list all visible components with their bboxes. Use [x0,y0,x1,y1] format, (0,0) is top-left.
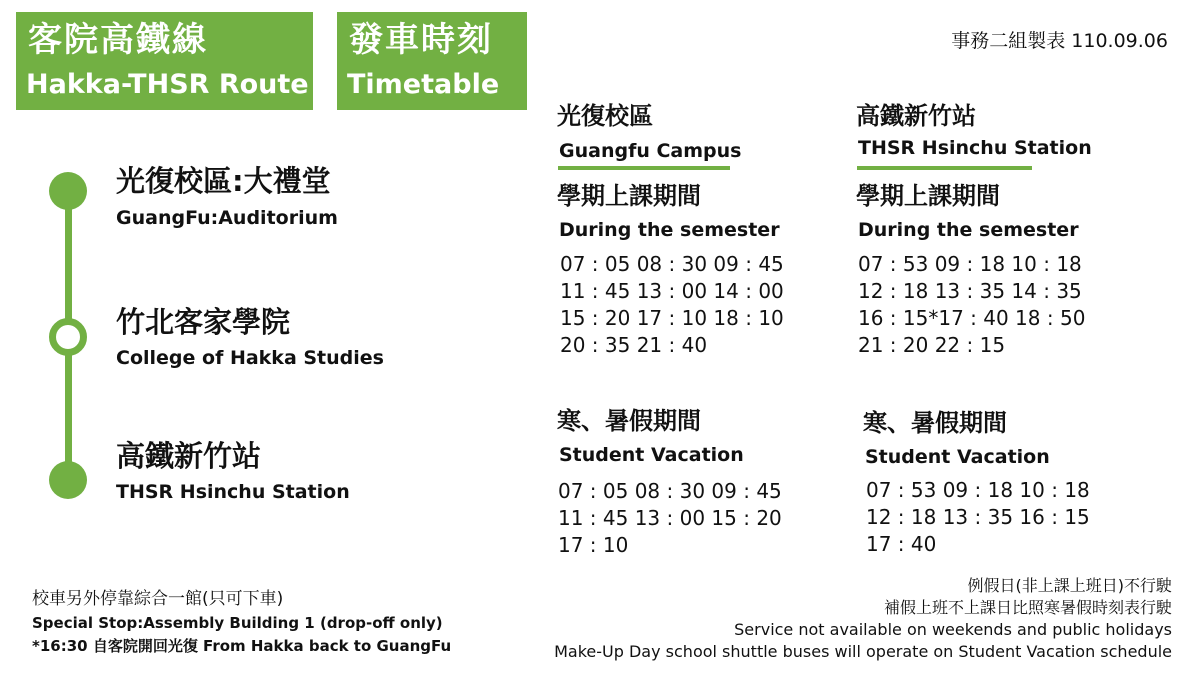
time-row: 20 : 35 21 : 40 [560,333,708,357]
column-title-zh: 高鐵新竹站 [856,102,976,130]
vacation-times [558,478,782,559]
time-row: 15 : 20 17 : 10 18 : 10 [560,306,784,330]
maker-note: 事務二組製表 110.09.06 [951,30,1168,52]
semester-times [858,251,1085,359]
time-row: 21 : 20 22 : 15 [858,333,1006,357]
column-title-en: THSR Hsinchu Station [858,137,1092,159]
route-title-box [16,12,313,110]
stop-name-en: College of Hakka Studies [116,347,384,369]
time-row: 07 : 53 09 : 18 10 : 18 [858,252,1082,276]
semester-heading-en: During the semester [858,219,1079,241]
semester-times [560,251,784,359]
semester-heading-zh: 學期上課期間 [856,182,1000,210]
time-row: 17 : 40 [866,532,937,556]
time-row: 17 : 10 [558,533,629,557]
vacation-heading-zh: 寒、暑假期間 [863,409,1007,437]
return-trip-note: *16:30 自客院開回光復 From Hakka back to GuangFu [32,637,452,655]
column-underline [857,166,1032,170]
stop-name-zh: 高鐵新竹站 [116,439,262,473]
vacation-heading-en: Student Vacation [559,444,744,466]
stop-dot-middle [49,318,87,356]
time-row: 07 : 53 09 : 18 10 : 18 [866,478,1090,502]
time-row: 11 : 45 13 : 00 14 : 00 [560,279,784,303]
stop-name-en: GuangFu:Auditorium [116,207,338,229]
stop-dot-end [49,461,87,499]
special-stop-note-en: Special Stop:Assembly Building 1 (drop-off only) [32,614,443,632]
semester-heading-en: During the semester [559,219,780,241]
holiday-note-en: Service not available on weekends and public holidays [734,620,1172,639]
vacation-times [866,477,1090,558]
vacation-heading-zh: 寒、暑假期間 [557,407,701,435]
special-stop-note-zh: 校車另外停靠綜合一館(只可下車) [32,589,284,609]
route-title-en: Hakka-THSR Route [26,69,309,100]
time-row: 12 : 18 13 : 35 16 : 15 [866,505,1090,529]
stop-name-zh: 光復校區:大禮堂 [116,164,331,198]
time-row: 07 : 05 08 : 30 09 : 45 [560,252,784,276]
timetable-title-zh: 發車時刻 [349,20,493,60]
column-underline [558,166,730,170]
time-row: 12 : 18 13 : 35 14 : 35 [858,279,1082,303]
vacation-heading-en: Student Vacation [865,446,1050,468]
makeup-note-zh: 補假上班不上課日比照寒暑假時刻表行駛 [883,598,1172,617]
route-title-zh: 客院高鐵線 [28,20,208,60]
semester-heading-zh: 學期上課期間 [557,182,701,210]
holiday-note-zh: 例假日(非上課上班日)不行駛 [967,576,1172,595]
stop-name-zh: 竹北客家學院 [116,305,291,339]
column-title-en: Guangfu Campus [559,140,742,162]
column-title-zh: 光復校區 [557,102,653,130]
timetable-title-box [337,12,527,110]
stop-dot-start [49,172,87,210]
makeup-note-en: Make-Up Day school shuttle buses will operate on Student Vacation schedule [554,642,1172,661]
time-row: 16 : 15*17 : 40 18 : 50 [858,306,1086,330]
time-row: 11 : 45 13 : 00 15 : 20 [558,506,782,530]
timetable-title-en: Timetable [347,69,500,100]
stop-name-en: THSR Hsinchu Station [116,481,350,503]
time-row: 07 : 05 08 : 30 09 : 45 [558,479,782,503]
